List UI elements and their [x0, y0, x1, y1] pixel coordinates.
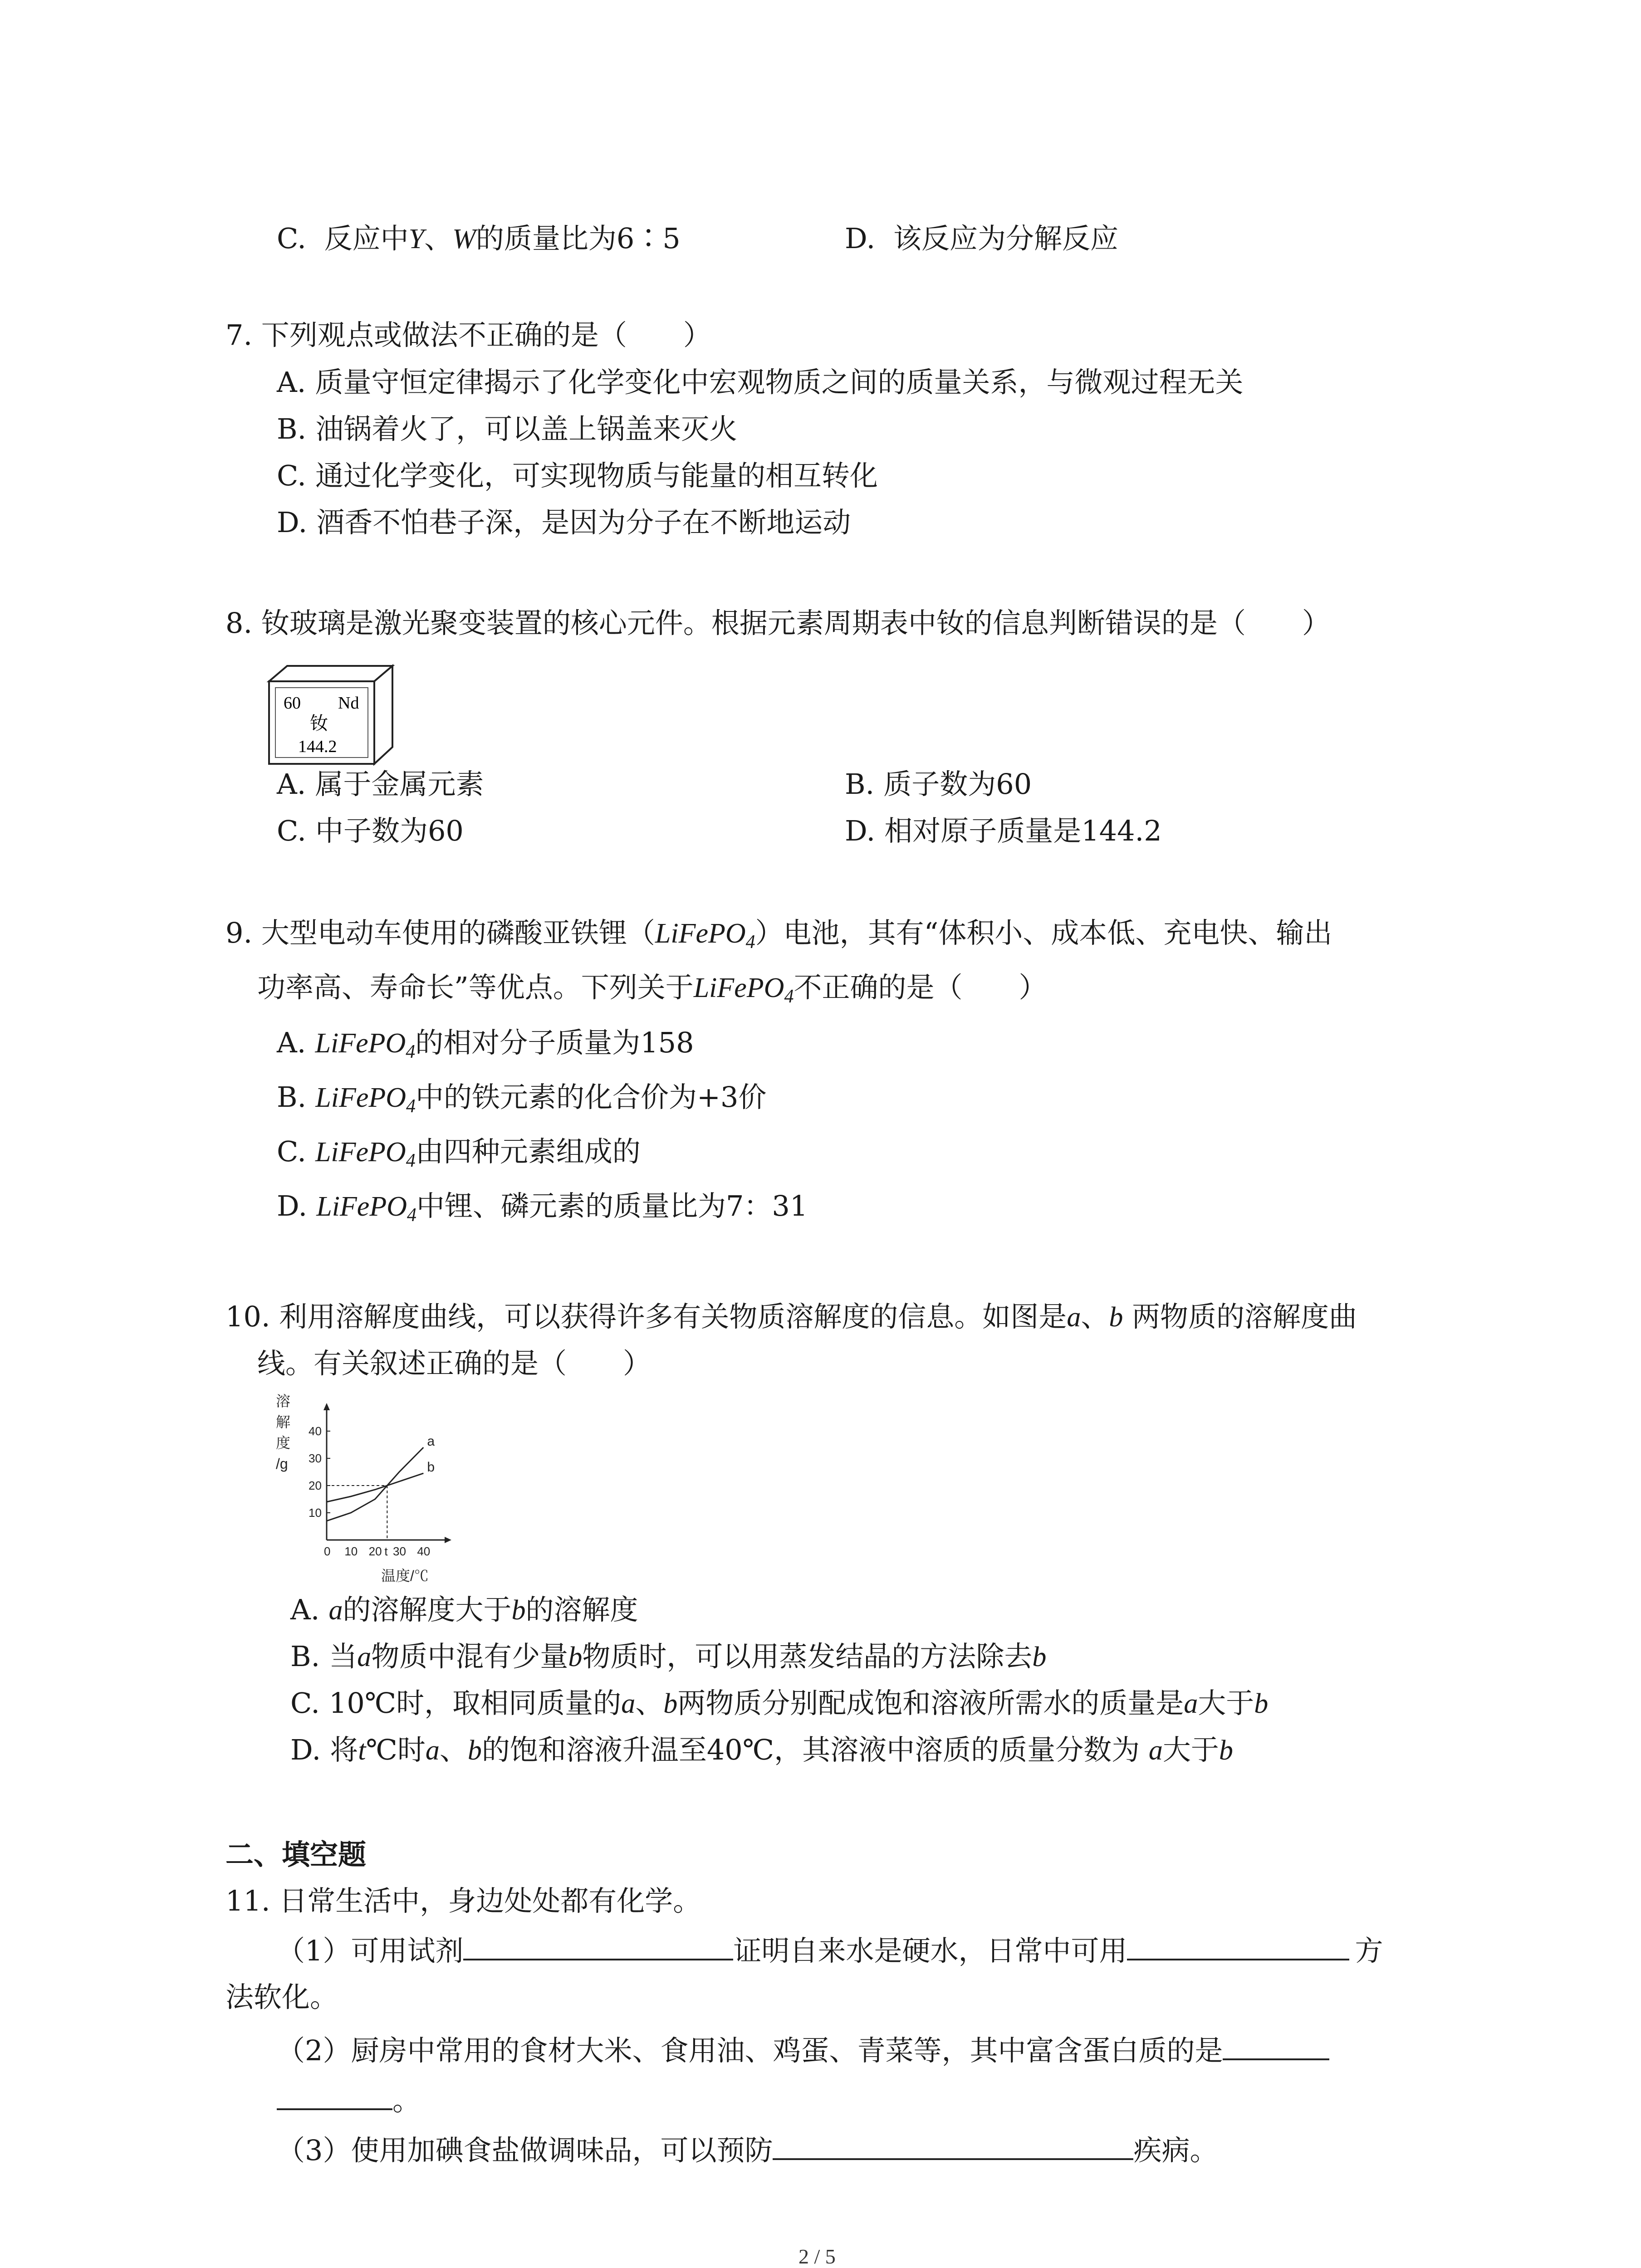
q10-stem-line1: 10. 利用溶解度曲线，可以获得许多有关物质溶解度的信息。如图是a、b 两物质的溶解度曲: [225, 1300, 1357, 1333]
q11-part1: （1）可用试剂 证明自来水是硬水，日常中可用 方: [277, 1934, 1383, 1967]
y-axis-title: 度: [276, 1435, 291, 1451]
q10-option-d: D. 将t℃时a、b的饱和溶液升温至40℃，其溶液中溶质的质量分数为 a大于b: [290, 1733, 1233, 1766]
q7-option-a: A. 质量守恒定律揭示了化学变化中宏观物质之间的质量关系，与微观过程无关: [277, 366, 1244, 399]
q8-option-b: B. 质子数为60: [845, 767, 1032, 801]
q10-option-b: B. 当a物质中混有少量b物质时，可以用蒸发结晶的方法除去b: [290, 1640, 1047, 1673]
q10-stem-line2: 线。有关叙述正确的是（ ）: [257, 1347, 652, 1380]
answer-blank[interactable]: [277, 2086, 392, 2110]
answer-blank[interactable]: [773, 2136, 1133, 2160]
answer-blank[interactable]: [1127, 1936, 1349, 1960]
element-card-neodymium: [265, 663, 397, 767]
answer-blank[interactable]: [1223, 2036, 1329, 2060]
x-tick-label: 10: [344, 1545, 358, 1558]
x-tick-label: 20: [368, 1545, 382, 1558]
q7-option-d: D. 酒香不怕巷子深，是因为分子在不断地运动: [277, 506, 851, 539]
y-axis-arrow: [323, 1403, 330, 1410]
x-axis-title: 温度/℃: [381, 1568, 429, 1584]
y-axis-title: 解: [276, 1414, 291, 1430]
option-label: C.: [277, 222, 306, 255]
atomic-mass: 144.2: [298, 737, 337, 756]
element-symbol: Nd: [338, 694, 359, 713]
q7-stem: 7. 下列观点或做法不正确的是（ ）: [225, 318, 711, 352]
q9-stem-line1: 9. 大型电动车使用的磷酸亚铁锂（LiFePO$_4$）电池，其有“体积小、成本低、充电快、输出: [225, 916, 1332, 953]
y-axis-title: 溶: [276, 1393, 291, 1409]
series-label-b: b: [427, 1460, 435, 1475]
element-name: 钕: [310, 713, 328, 733]
q6-option-d: [845, 222, 1118, 255]
q11-part3: （3）使用加碘食盐做调味品，可以预防 疾病。: [277, 2134, 1218, 2167]
q8-option-c: C. 中子数为60: [277, 814, 464, 847]
x-tick-label: 0: [324, 1545, 331, 1558]
x-tick-label: t: [384, 1545, 388, 1558]
q11-part1-cont: 法软化。: [225, 1980, 338, 2014]
q9-stem-line2: 功率高、寿命长”等优点。下列关于LiFePO$_4$不正确的是（ ）: [257, 971, 1047, 1007]
q7-option-c: C. 通过化学变化，可实现物质与能量的相互转化: [277, 459, 878, 492]
y-tick-label: 40: [309, 1424, 322, 1438]
curve-a: [327, 1447, 423, 1521]
curve-b: [327, 1473, 423, 1502]
x-tick-label: 30: [393, 1545, 406, 1558]
q8-stem: 8. 钕玻璃是激光聚变装置的核心元件。根据元素周期表中钕的信息判断错误的是（ ）: [225, 606, 1330, 640]
q9-option-c: C. LiFePO$_4$由四种元素组成的: [277, 1135, 641, 1171]
q10-option-a: A. a的溶解度大于b的溶解度: [290, 1593, 638, 1626]
answer-blank[interactable]: [463, 1936, 733, 1960]
q9-option-d: D. LiFePO$_4$中锂、磷元素的质量比为7：31: [277, 1189, 808, 1226]
section-title: 二、填空题: [225, 1838, 367, 1871]
q8-option-d: D. 相对原子质量是144.2: [845, 814, 1162, 847]
q7-option-b: B. 油锅着火了，可以盖上锅盖来灭火: [277, 412, 738, 445]
q10-option-c: C. 10℃时，取相同质量的a、b两物质分别配成饱和溶液所需水的质量是a大于b: [290, 1686, 1269, 1720]
q11-stem: 11. 日常生活中，身边处处都有化学。: [225, 1884, 701, 1917]
y-axis-title: /g: [276, 1456, 288, 1472]
y-tick-label: 30: [309, 1452, 322, 1465]
option-text: 该反应为分解反应: [893, 222, 1118, 255]
q9-option-a: A. LiFePO$_4$的相对分子质量为158: [277, 1026, 694, 1062]
x-tick-label: 40: [417, 1545, 431, 1558]
series-label-a: a: [427, 1434, 435, 1449]
q6-option-c: [277, 222, 681, 255]
q9-option-b: B. LiFePO$_4$中的铁元素的化合价为+3价: [277, 1080, 767, 1117]
y-tick-label: 20: [309, 1479, 322, 1492]
option-text: 反应中Y、W的质量比为6∶5: [324, 222, 681, 255]
option-label: D.: [845, 222, 876, 255]
page-number: 2 / 5: [798, 2245, 836, 2268]
q11-part2: （2）厨房中常用的食材大米、食用油、鸡蛋、青菜等，其中富含蛋白质的是: [277, 2036, 1329, 2065]
x-axis-arrow: [445, 1537, 451, 1543]
solubility-chart: [272, 1388, 526, 1588]
q11-part2-cont: 。: [277, 2086, 421, 2115]
y-tick-label: 10: [309, 1506, 322, 1520]
q8-option-a: A. 属于金属元素: [277, 767, 484, 801]
atomic-number: 60: [284, 694, 301, 713]
